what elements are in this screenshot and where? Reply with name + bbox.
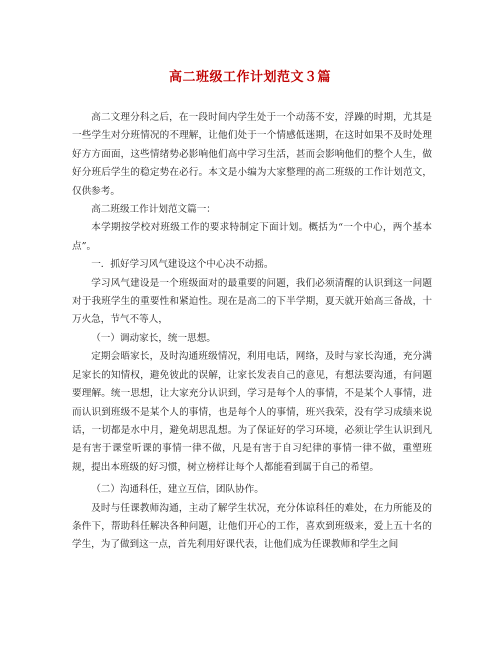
point-one-heading: 一．抓好学习风气建设这个中心决不动摇。 [91, 259, 274, 271]
parents-communication-paragraph: 定期会晤家长，及时沟通班级情况，利用电话，网络，及时与家长沟通，充分满足家长的知情权，避免彼此的误解，让家长发表自己的意见，有想法要沟通，有问题要理解。统一思想，让大家充分认识到，学习是每个人的事情，不是某个人事情，进而认识到班级不是某个人的事情，也是每个人的事情，班兴我荣，没有学习成绩来说话，一切都是水中月，避免胡思乱想。为了保证好的学习环境，必须让学生认识到凡是有害于课堂听课的事情一律不做，凡是有害于自习纪律的事情一律不做，重塑班规，提出本班级的好习惯，树立榜样让每个人都能看到属于自己的希望。 [72, 351, 432, 473]
study-style-paragraph: 学习风气建设是一个班级面对的最重要的问题，我们必须清醒的认识到这一问题对于我班学生的重要性和紧迫性。现在是高二的下半学期，夏天就开始高三备战，十万火急，节气不等人， [72, 277, 432, 326]
document-body [72, 109, 432, 555]
subpoint-two-heading: （二）沟通科任，建立互信，团队协作。 [91, 484, 264, 496]
document-title: 高二班级工作计划范文３篇 [168, 70, 331, 85]
section-heading-article-one: 高二班级工作计划范文篇一： [91, 204, 216, 216]
subpoint-one-heading: （一）调动家长，统一思想。 [91, 332, 216, 344]
intro-paragraph: 高二文理分科之后，在一段时间内学生处于一个动荡不安，浮躁的时期，尤其是一些学生对分班情况的不理解，让他们处于一个情感低迷期，在这时如果不及时处理好方方面面，这些情绪势必影响他们高中学习生活，甚而会影响他们的整个人生，做好分班后学生的稳定势在必行。本文是小编为大家整理的高二班级的工作计划范文，仅供参考。 [72, 112, 432, 197]
teacher-communication-paragraph: 及时与任课教师沟通，主动了解学生状况，充分体谅科任的难处，在力所能及的条件下，帮助科任解决各种问题，让他们开心的工作，喜欢到班级来，爱上五十名的学生，为了做到这一点，首先利用好课代表，让他们成为任课教师和学生之间 [72, 502, 432, 551]
plan-summary-paragraph: 本学期按学校对班级工作的要求特制定下面计划。概括为“一个中心，两个基本点”。 [72, 222, 432, 252]
